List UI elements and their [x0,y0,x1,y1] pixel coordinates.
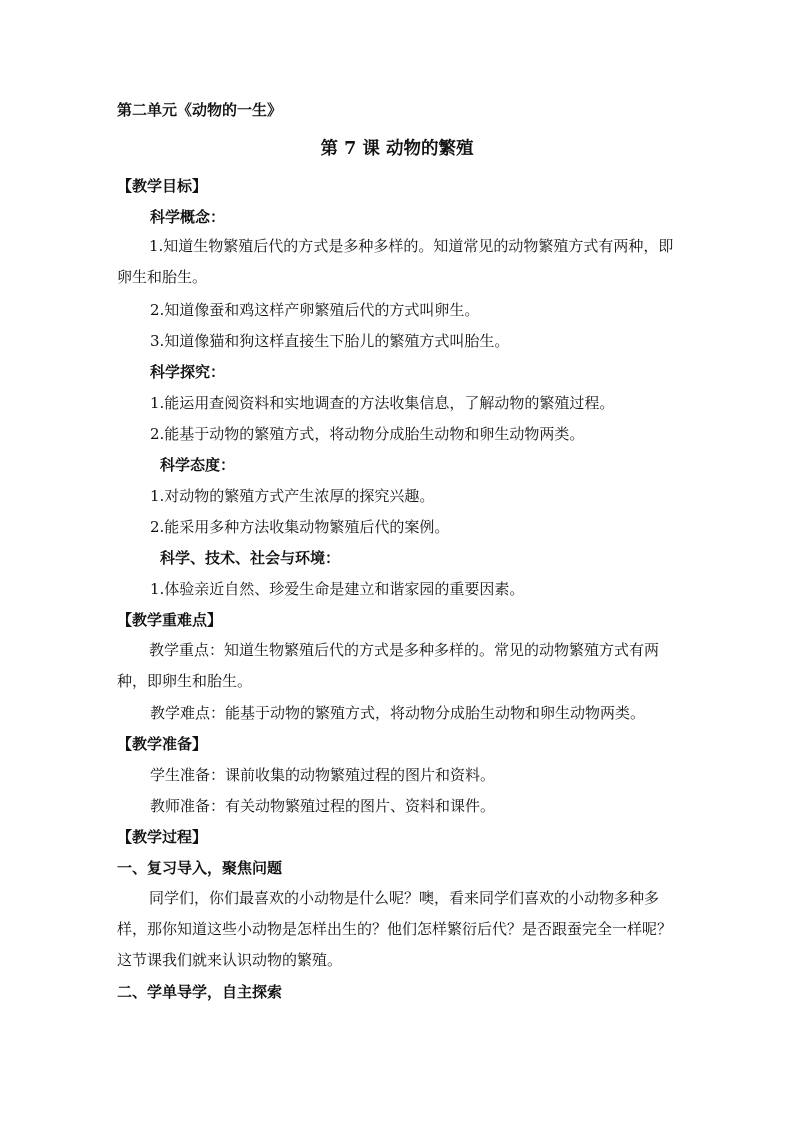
concept-item-2: 2.知道像蚕和鸡这样产卵繁殖后代的方式叫卵生。 [150,301,480,319]
key-focus: 教学重点：知道生物繁殖后代的方式是多种多样的。常见的动物繁殖方式有两种，即卵生和胎生。 [117,641,660,690]
lesson-title: 第 7 课 动物的繁殖 [320,139,474,159]
inquiry-item-1: 1.能运用查阅资料和实地调查的方法收集信息，了解动物的繁殖过程。 [150,394,615,412]
section1-text: 同学们，你们最喜欢的小动物是什么呢？噢，看来同学们喜欢的小动物多种多样，那你知道这些小动物是怎样出生的？他们怎样繁衍后代？是否跟蚕完全一样呢？这节课我们就来认识动物的繁殖。 [117,889,673,969]
attitude-item-1: 1.对动物的繁殖方式产生浓厚的探究兴趣。 [150,487,435,505]
key-points-heading: 【教学重难点】 [117,611,223,629]
concept-label: 科学概念： [150,208,226,226]
attitude-item-2: 2.能采用多种方法收集动物繁殖后代的案例。 [150,518,450,536]
sts-item-1: 1.体验亲近自然、珍爱生命是建立和谐家园的重要因素。 [150,580,525,598]
objectives-heading: 【教学目标】 [117,177,208,195]
section1-title: 一、复习导入，聚焦问题 [117,859,283,877]
unit-heading: 第二单元《动物的一生》 [117,101,283,119]
inquiry-label: 科学探究： [150,363,226,381]
concept-item-3: 3.知道像猫和狗这样直接生下胎儿的繁殖方式叫胎生。 [150,332,510,350]
process-heading: 【教学过程】 [117,828,208,846]
attitude-label: 科学态度： [160,456,236,474]
concept-item-1: 1.知道生物繁殖后代的方式是多种多样的。知道常见的动物繁殖方式有两种，即卵生和胎生。 [117,237,674,286]
section2-title: 二、学单导学，自主探索 [117,983,283,1001]
inquiry-item-2: 2.能基于动物的繁殖方式，将动物分成胎生动物和卵生动物两类。 [150,425,585,443]
sts-label: 科学、技术、社会与环境： [160,549,341,567]
key-difficulty: 教学难点：能基于动物的繁殖方式，将动物分成胎生动物和卵生动物两类。 [150,704,646,722]
preparation-heading: 【教学准备】 [117,735,208,753]
preparation-teacher: 教师准备：有关动物繁殖过程的图片、资料和课件。 [150,797,496,815]
preparation-students: 学生准备：课前收集的动物繁殖过程的图片和资料。 [150,766,496,784]
